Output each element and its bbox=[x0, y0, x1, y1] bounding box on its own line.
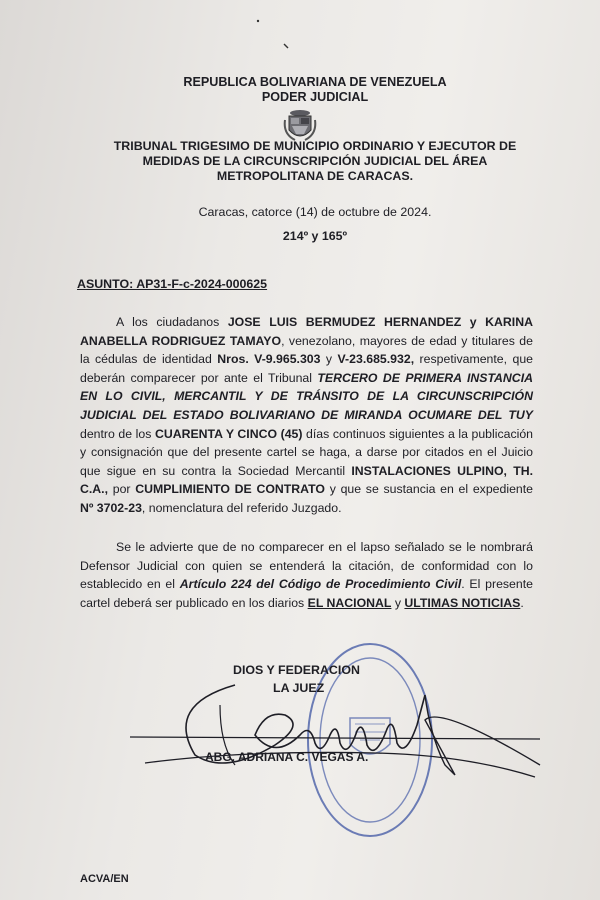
company-name: INSTALACIONES ULPINO, TH. C.A., bbox=[80, 463, 534, 497]
signer-name: ABG. ADRIANA C. VEGAS A. bbox=[205, 750, 369, 764]
legal-article: Artículo 224 del Código de Procedimiento Civil bbox=[179, 577, 462, 592]
id-number-2: V-23.685.932, bbox=[337, 352, 415, 367]
tribunal-name bbox=[15, 139, 600, 184]
id-numbers: Nros. V-9.965.303 bbox=[217, 352, 321, 367]
header-branch: PODER JUDICIAL bbox=[261, 90, 369, 104]
text: dentro de los bbox=[80, 426, 155, 441]
warning-paragraph bbox=[80, 538, 533, 612]
text: Se le advierte que de no comparecer en el lapso señalado se le nombrará Defensor Judicial con quien se entenderá la citación, de conformidad con lo establecido en el bbox=[80, 540, 533, 592]
text: respetivamente, que deberán comparecer por ante el Tribunal bbox=[80, 352, 534, 385]
claim-type: CUMPLIMIENTO DE CONTRATO bbox=[135, 482, 325, 497]
newspaper-1: EL NACIONAL bbox=[307, 595, 392, 610]
judge-title: LA JUEZ bbox=[273, 681, 325, 695]
case-number: Nº 3702-23 bbox=[80, 500, 142, 515]
paper-speck bbox=[255, 18, 265, 28]
defendant-names: JOSE LUIS BERMUDEZ HERNANDEZ y KARINA ANABELLA RODRIGUEZ TAMAYO bbox=[80, 315, 533, 348]
tribunal-line: MEDIDAS DE LA CIRCUNSCRIPCIÓN JUDICIAL DEL ÁREA bbox=[142, 154, 488, 168]
reference-code: ACVA/EN bbox=[80, 873, 129, 885]
court-name: TERCERO DE PRIMERA INSTANCIA EN LO CIVIL, MERCANTIL Y DE TRÁNSITO DE LA CIRCUNSCRIPCIÓN JUDICIAL DEL ESTADO BOLIVARIANO DE MIRANDA OCUMARE DEL TUY bbox=[80, 370, 533, 422]
text: A los ciudadanos bbox=[116, 315, 228, 329]
subject-line: ASUNTO: AP31-F-c-2024-000625 bbox=[77, 277, 268, 291]
text: y que se sustancia en el expediente bbox=[325, 482, 534, 497]
text: , venezolano, mayores de edad y titulares de la cédulas de identidad bbox=[80, 333, 533, 367]
newspaper-2: ULTIMAS NOTICIAS bbox=[404, 595, 521, 610]
handwritten-signature bbox=[125, 665, 555, 785]
header-republic: REPUBLICA BOLIVARIANA DE VENEZUELA bbox=[183, 75, 447, 89]
days-term: CUARENTA Y CINCO (45) bbox=[154, 426, 303, 441]
years-line: 214º y 165º bbox=[282, 229, 348, 243]
text: días continuos siguientes a la publicación y consignación que del presente cartel se haga, a darse por citados en el Juicio que sigue en su contra la Sociedad Mercantil bbox=[80, 426, 534, 478]
text: , nomenclatura del referido Juzgado. bbox=[141, 500, 342, 515]
closing-phrase: DIOS Y FEDERACION bbox=[233, 663, 360, 677]
summons-paragraph bbox=[80, 313, 533, 518]
text: . El presente cartel deberá ser publicado en los diarios bbox=[80, 577, 533, 610]
text: . bbox=[520, 595, 524, 610]
text: por bbox=[108, 482, 136, 497]
date-line: Caracas, catorce (14) de octubre de 2024. bbox=[198, 205, 432, 219]
text: y bbox=[320, 352, 338, 367]
paper-speck bbox=[283, 42, 293, 52]
tribunal-line: TRIBUNAL TRIGESIMO DE MUNICIPIO ORDINARIO Y EJECUTOR DE bbox=[113, 139, 517, 153]
text: y bbox=[391, 595, 405, 610]
tribunal-line: METROPOLITANA DE CARACAS. bbox=[216, 169, 414, 183]
